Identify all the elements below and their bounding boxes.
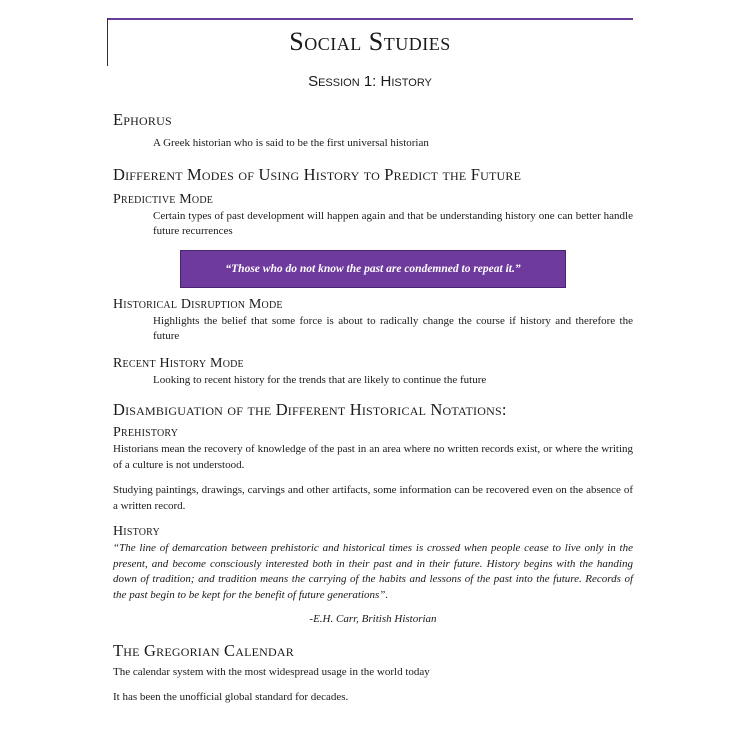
history-attribution: -E.H. Carr, British Historian xyxy=(309,613,437,625)
recent-mode-text: Looking to recent history for the trends that are likely to continue the future xyxy=(153,373,487,386)
page-subtitle: Session 1: History xyxy=(308,73,432,90)
prehistory-text-2: Studying paintings, drawings, carvings and other artifacts, some information can be recovered even on the absence of a written record. xyxy=(113,484,633,512)
quote-text: “Those who do not know the past are condemned to repeat it.” xyxy=(225,262,521,275)
heading-disruption-mode: Historical Disruption Mode xyxy=(113,296,283,312)
heading-recent-mode: Recent History Mode xyxy=(113,355,244,371)
heading-modes: Different Modes of Using History to Predict the Future xyxy=(113,164,522,184)
quote-callout xyxy=(180,250,566,288)
page-top-rule xyxy=(107,18,633,20)
document-body xyxy=(113,108,633,706)
heading-ephorus: Ephorus xyxy=(113,110,172,129)
heading-prehistory: Prehistory xyxy=(113,425,179,440)
heading-disambiguation: Disambiguation of the Different Historical Notations: xyxy=(113,400,507,419)
heading-history: History xyxy=(113,524,160,539)
ephorus-text: A Greek historian who is said to be the first universal historian xyxy=(153,137,429,149)
calendar-text-1: The calendar system with the most widespread usage in the world today xyxy=(113,665,430,678)
prehistory-text-1: Historians mean the recovery of knowledge of the past in an area where no written records exist, or where the writing of a culture is not understood. xyxy=(113,443,633,471)
page-title: Social Studies xyxy=(289,27,451,56)
history-quote: “The line of demarcation between prehistoric and historical times is crossed when people cease to live only in the present, and become consciously interested both in their past and in their future. History begins with the handing down of tradition; and tradition means the carrying of the habits and lessons of the past into the future. Records of the past begin to be kept for the benefit of future generations”. xyxy=(113,542,633,601)
predictive-mode-text: Certain types of past development will happen again and that be understanding history one can better handle future recurrences xyxy=(153,209,633,237)
calendar-text-2: It has been the unofficial global standard for decades. xyxy=(113,691,349,703)
heading-gregorian-calendar: The Gregorian Calendar xyxy=(113,640,294,660)
heading-predictive-mode: Predictive Mode xyxy=(113,191,214,207)
disruption-mode-text: Highlights the belief that some force is about to radically change the course if history and therefore the future xyxy=(153,314,633,342)
